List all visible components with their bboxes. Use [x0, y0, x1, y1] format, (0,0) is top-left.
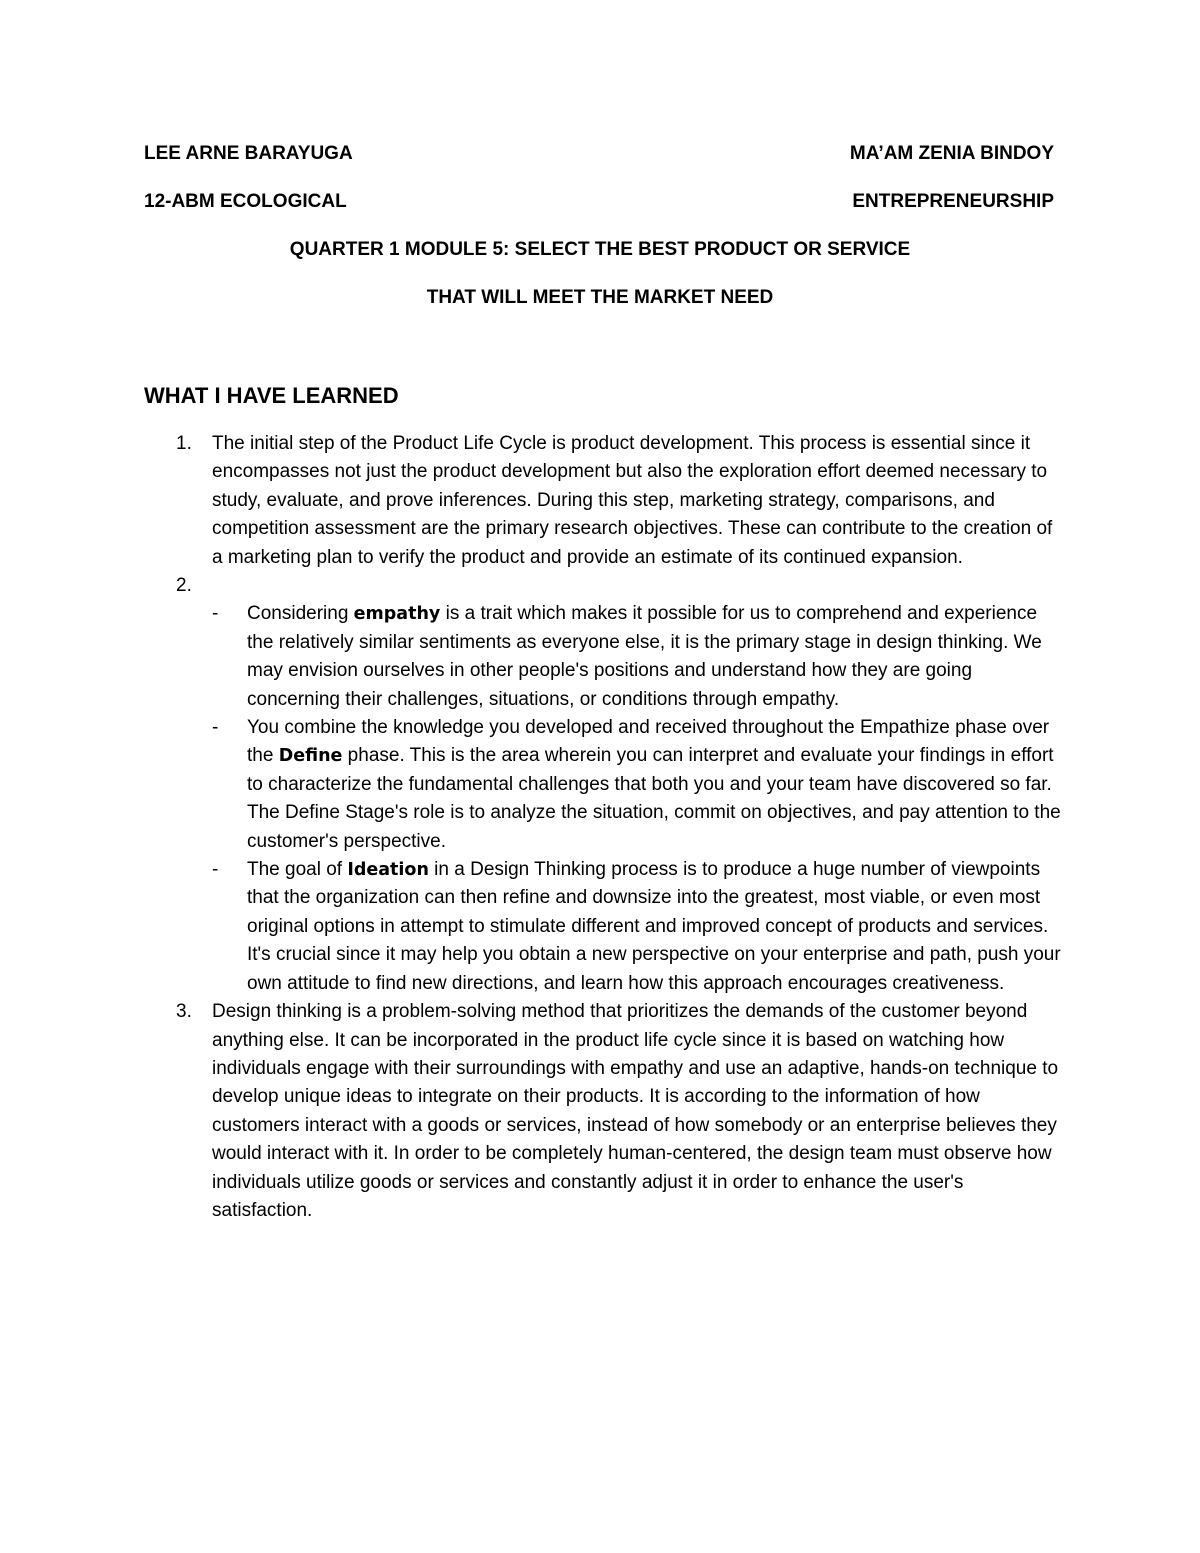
section-heading: WHAT I HAVE LEARNED	[144, 383, 399, 408]
title-line-2: THAT WILL MEET THE MARKET NEED	[426, 287, 774, 308]
sub-bullet-define	[212, 714, 1064, 856]
list-number: 3.	[176, 1001, 192, 1023]
bullet-text-before: The goal of	[247, 859, 348, 881]
list-number: 1.	[176, 433, 192, 454]
dash-marker: -	[212, 859, 219, 881]
header-row-names	[144, 142, 1054, 166]
list-item-2	[144, 572, 1064, 998]
list-item-blank-line	[212, 572, 1064, 600]
bullet-text-after: phase. This is the area wherein you can interpret and evaluate your findings in effort to characterize the fundamental challenges that both you and your team have discovered so far. The Define Stage's role is to analyze the situation, commit on objectives, and pay attention to the customer's perspective.	[247, 745, 1061, 852]
dash-marker: -	[212, 717, 219, 739]
bullet-text-after: in a Design Thinking process is to produce a huge number of viewpoints that the organization can then refine and downsize into the greatest, most viable, or even most original options in attempt to stimulate different and improved concept of products and services. It's crucial since it may help you obtain a new perspective on your enterprise and path, push your own attitude to find new directions, and learn how this approach encourages creativeness.	[247, 859, 1061, 994]
student-name: LEE ARNE BARAYUGA	[144, 143, 353, 164]
dash-marker: -	[212, 603, 219, 625]
bullet-text-before: You combine the knowledge you developed and received throughout the Empathize phase over the	[247, 717, 1050, 767]
teacher-name: MA’AM ZENIA BINDOY	[849, 143, 1054, 164]
keyword-empathy: empathy	[353, 604, 441, 625]
keyword-define: Define	[278, 746, 343, 767]
subject-name: ENTREPRENEURSHIP	[852, 191, 1054, 212]
title-line-1: QUARTER 1 MODULE 5: SELECT THE BEST PRODUCT OR SERVICE	[289, 239, 911, 260]
keyword-ideation: Ideation	[347, 860, 429, 881]
numbered-list	[144, 430, 1064, 1225]
bullet-text-after: is a trait which makes it possible for us to comprehend and experience the relatively similar sentiments as everyone else, it is the primary stage in design thinking. We may envision ourselves in other people's positions and understand how they are going concerning their challenges, situations, or conditions through empathy.	[247, 603, 1042, 710]
bullet-text-before: Considering	[247, 603, 354, 625]
list-number: 2.	[176, 575, 192, 597]
section-name: 12-ABM ECOLOGICAL	[144, 191, 347, 212]
sub-bullet-empathy	[212, 600, 1064, 714]
list-item-3	[144, 998, 1064, 1225]
list-item-1	[144, 430, 1064, 572]
header-row-class	[144, 190, 1054, 214]
list-item-text: The initial step of the Product Life Cycle is product development. This process is essential since it encompasses not just the product development but also the exploration effort deemed necessary to study, evaluate, and prove inferences. During this step, marketing strategy, comparisons, and competition assessment are the primary research objectives. These can contribute to the creation of a marketing plan to verify the product and provide an estimate of its continued expansion.	[212, 433, 1053, 568]
sub-bullet-ideation	[212, 856, 1064, 998]
list-item-text: Design thinking is a problem-solving method that prioritizes the demands of the customer beyond anything else. It can be incorporated in the product life cycle since it is based on watching how individuals engage with their surroundings with empathy and use an adaptive, hands-on technique to develop unique ideas to integrate on their products. It is according to the information of how customers interact with a goods or services, instead of how somebody or an enterprise believes they would interact with it. In order to be completely human-centered, the design team must observe how individuals utilize goods or services and constantly adjust it in order to enhance the user's satisfaction.	[212, 1001, 1059, 1221]
